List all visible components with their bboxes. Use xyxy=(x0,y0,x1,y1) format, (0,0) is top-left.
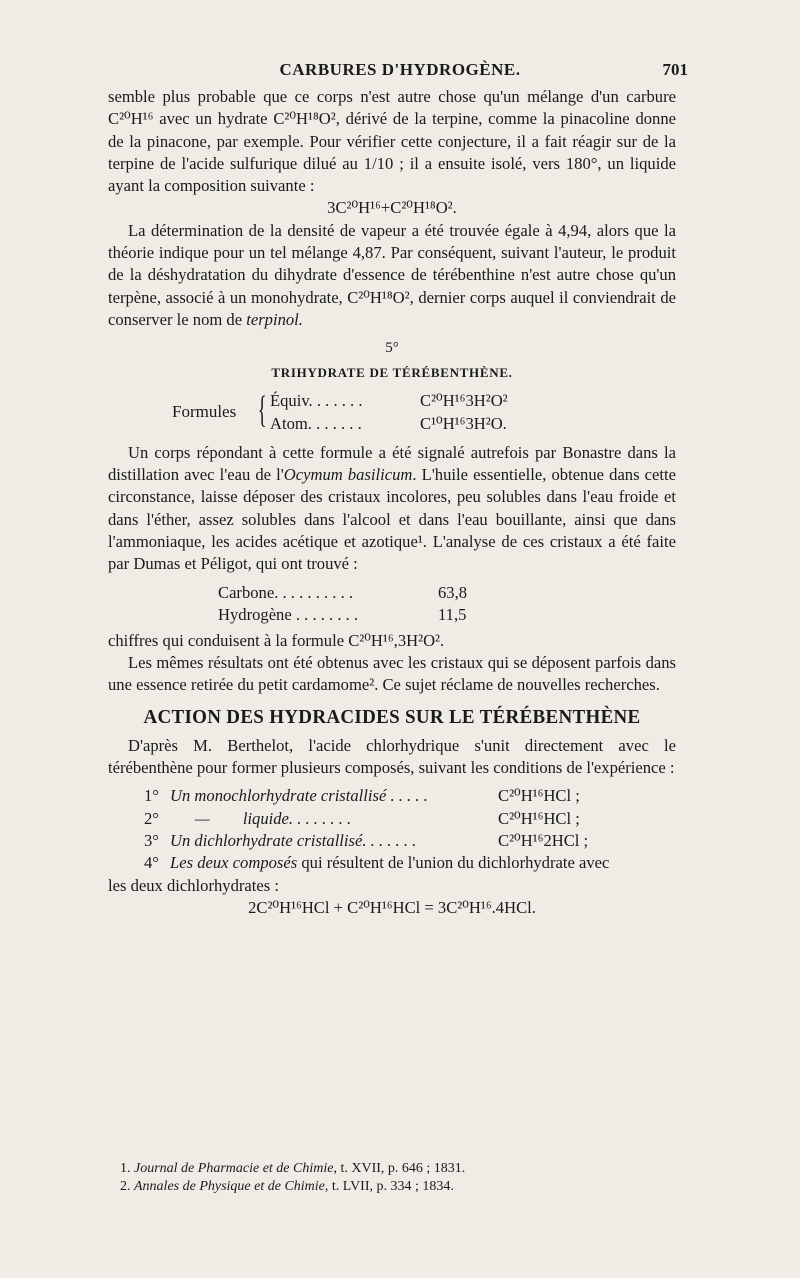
paragraph-2 xyxy=(108,220,676,331)
list-continuation: les deux dichlorhydrates : xyxy=(108,875,279,895)
section-number: 5° xyxy=(385,340,399,357)
analysis-value: 11,5 xyxy=(438,604,467,624)
formula-row-equiv xyxy=(270,390,530,412)
term-terpinol: terpinol. xyxy=(246,309,303,329)
page-body xyxy=(108,86,676,919)
equiv-label: Équiv. . . . . . . xyxy=(270,390,363,410)
analysis-table xyxy=(108,582,676,626)
footnote-detail: , t. LVII, p. 334 ; 1834. xyxy=(324,1179,454,1194)
footnote xyxy=(108,1160,676,1178)
formula-mixture: 3C²⁰H¹⁶+C²⁰H¹⁸O². xyxy=(327,198,457,218)
paragraph-3 xyxy=(108,442,676,576)
footnote-number: 2. xyxy=(120,1179,131,1194)
list-item-name: Un monochlorhydrate cristallisé . . . . . xyxy=(170,786,428,806)
list-item-rest: qui résultent de l'union du dichlorhydrate avec xyxy=(297,853,610,873)
section-title: TRIHYDRATE DE TÉRÉBENTHÈNE. xyxy=(271,364,513,380)
paragraph-1: semble plus probable que ce corps n'est autre chose qu'un mélange d'un carbure C²⁰H¹⁶ avec un hydrate C²⁰H¹⁸O², dérivé de la terpine, comme la pinacoline donne de la pinacone, par exemple. Pour vérifier cette conjecture, il a fait réagir sur de la terpine de l'acide sulfurique dilué au 1/10 ; il a ensuite isolé, vers 180°, un liquide ayant la composition suivante : xyxy=(108,87,676,196)
footnotes xyxy=(108,1160,676,1196)
list-item-name: — liquide. . . . . . . . xyxy=(170,808,352,828)
list-item-number: 4° xyxy=(144,853,159,873)
formulas-block xyxy=(108,388,676,438)
paragraph-6: D'après M. Berthelot, l'acide chlorhydrique s'unit directement avec le térébenthène pour former plusieurs composés, suivant les conditions de l'expérience : xyxy=(108,735,676,778)
list-item-number: 2° xyxy=(144,808,159,828)
paragraph-4: chiffres qui conduisent à la formule C²⁰H¹⁶,3H²O². xyxy=(108,630,445,650)
list-item-formula: C²⁰H¹⁶2HCl ; xyxy=(498,831,589,851)
footnote-number: 1. xyxy=(120,1161,131,1176)
footnote-detail: , t. XVII, p. 646 ; 1831. xyxy=(333,1161,466,1176)
equation: 2C²⁰H¹⁶HCl + C²⁰H¹⁶HCl = 3C²⁰H¹⁶.4HCl. xyxy=(248,897,536,917)
analysis-name: Hydrogène . . . . . . . . xyxy=(218,604,359,624)
list-item-formula: C²⁰H¹⁶HCl ; xyxy=(498,808,580,828)
list-item xyxy=(108,785,676,807)
equiv-value: C²⁰H¹⁶3H²O² xyxy=(420,390,508,410)
footnote-source: Annales de Physique et de Chimie xyxy=(134,1179,325,1194)
plant-name: Ocymum basilicum xyxy=(283,465,413,485)
formula-row-atom xyxy=(270,413,530,435)
list-item-name: Un dichlorhydrate cristallisé. . . . . . . xyxy=(170,831,417,851)
list-item-lead: Les deux composés xyxy=(170,853,298,873)
section-heading: ACTION DES HYDRACIDES SUR LE TÉRÉBENTHÈNE xyxy=(143,705,641,729)
atom-label: Atom. . . . . . . xyxy=(270,413,362,433)
list-item-formula: C²⁰H¹⁶HCl ; xyxy=(498,786,580,806)
list-item xyxy=(108,830,676,852)
compound-list xyxy=(108,785,676,874)
brace-icon: { xyxy=(257,388,267,431)
analysis-row xyxy=(108,582,676,604)
analysis-name: Carbone. . . . . . . . . . xyxy=(218,582,354,602)
analysis-row xyxy=(108,604,676,626)
formulas-label: Formules xyxy=(172,401,237,421)
list-item xyxy=(108,808,676,830)
page-number: 701 xyxy=(662,60,688,79)
footnote xyxy=(108,1178,676,1196)
list-item-number: 3° xyxy=(144,831,159,851)
running-header: CARBURES D'HYDROGÈNE. xyxy=(279,60,521,79)
paragraph-3-b: . L'huile essentielle, obtenue dans cette circonstance, laisse déposer des cristaux incolores, peu solubles dans l'eau froide et dans l'éther, assez solubles dans l'alcool et dans l'eau bouillante, ainsi que dans l'ammoniaque, les acides acétique et azotique¹. L'analyse de ces cristaux a été faite par Dumas et Péligot, qui ont trouvé : xyxy=(108,465,676,574)
paragraph-2-text: La détermination de la densité de vapeur a été trouvée égale à 4,94, alors que la théorie indique pour un tel mélange 4,87. Par conséquent, suivant l'auteur, le produit de la déshydratation du dihydrate d'essence de térébenthine n'est autre chose qu'un terpène, associé à un monohydrate, C²⁰H¹⁸O², dernier corps auquel il conviendrait de conserver le nom de xyxy=(108,220,676,329)
list-item-number: 1° xyxy=(144,786,159,806)
footnote-source: Journal de Pharmacie et de Chimie xyxy=(134,1161,334,1176)
paragraph-3-a: Un corps répondant à cette formule a été signalé autrefois par Bonastre dans la distillation avec l'eau de l' xyxy=(108,442,676,485)
atom-value: C¹⁰H¹⁶3H²O. xyxy=(420,413,507,433)
analysis-value: 63,8 xyxy=(438,582,468,602)
paragraph-5: Les mêmes résultats ont été obtenus avec les cristaux qui se déposent parfois dans une essence retirée du petit cardamome². Ce sujet réclame de nouvelles recherches. xyxy=(108,652,676,695)
list-item xyxy=(108,852,676,874)
